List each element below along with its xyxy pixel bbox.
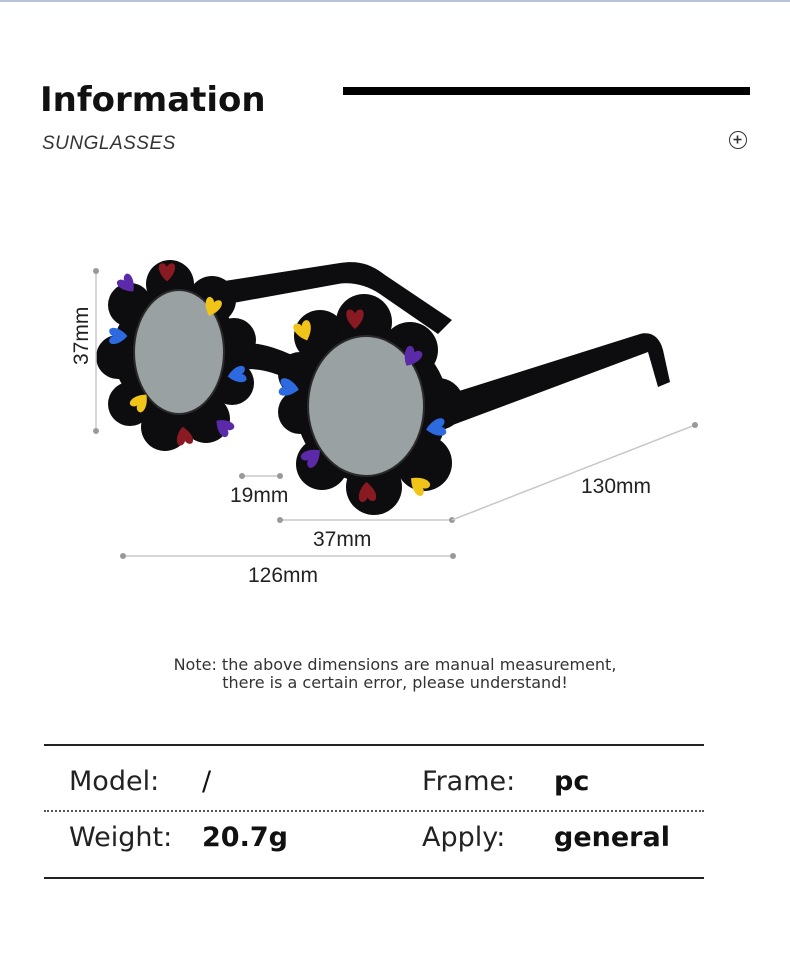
measure-total-width-line: [120, 553, 456, 559]
frame-label: Frame:: [422, 766, 516, 797]
title-rule: [343, 87, 750, 95]
model-label: Model:: [69, 766, 160, 797]
page-title: Information: [40, 80, 266, 120]
model-value: /: [202, 766, 212, 797]
table-bottom-rule: [44, 877, 704, 879]
height-dimension-label: 37mm: [70, 306, 93, 365]
weight-value: 20.7g: [202, 822, 288, 853]
table-top-rule: [44, 744, 704, 746]
table-middle-rule: [44, 810, 704, 812]
spec-table: [44, 744, 704, 879]
measurement-note: [0, 656, 790, 692]
product-category: SUNGLASSES: [42, 133, 176, 154]
measure-bridge-line: [239, 473, 283, 479]
product-image: [0, 200, 790, 620]
temple-arm-right: [440, 333, 670, 426]
total-width-dimension-label: 126mm: [248, 564, 319, 587]
measure-lens-width-line: [277, 517, 455, 523]
note-line-2: there is a certain error, please understand!: [222, 673, 568, 692]
weight-label: Weight:: [69, 822, 173, 853]
frame-value: pc: [554, 766, 590, 797]
apply-value: general: [554, 822, 670, 853]
top-border: [0, 0, 790, 2]
apply-label: Apply:: [422, 822, 506, 853]
plus-icon: [730, 132, 745, 147]
bridge-dimension-label: 19mm: [230, 484, 289, 507]
temple-dimension-label: 130mm: [581, 475, 652, 498]
note-line-1: Note: the above dimensions are manual measurement,: [173, 655, 617, 674]
lens-width-dimension-label: 37mm: [313, 528, 372, 551]
measure-temple-line: [452, 422, 698, 520]
left-lens-frame: [96, 260, 256, 451]
expand-plus-icon[interactable]: [729, 131, 747, 149]
